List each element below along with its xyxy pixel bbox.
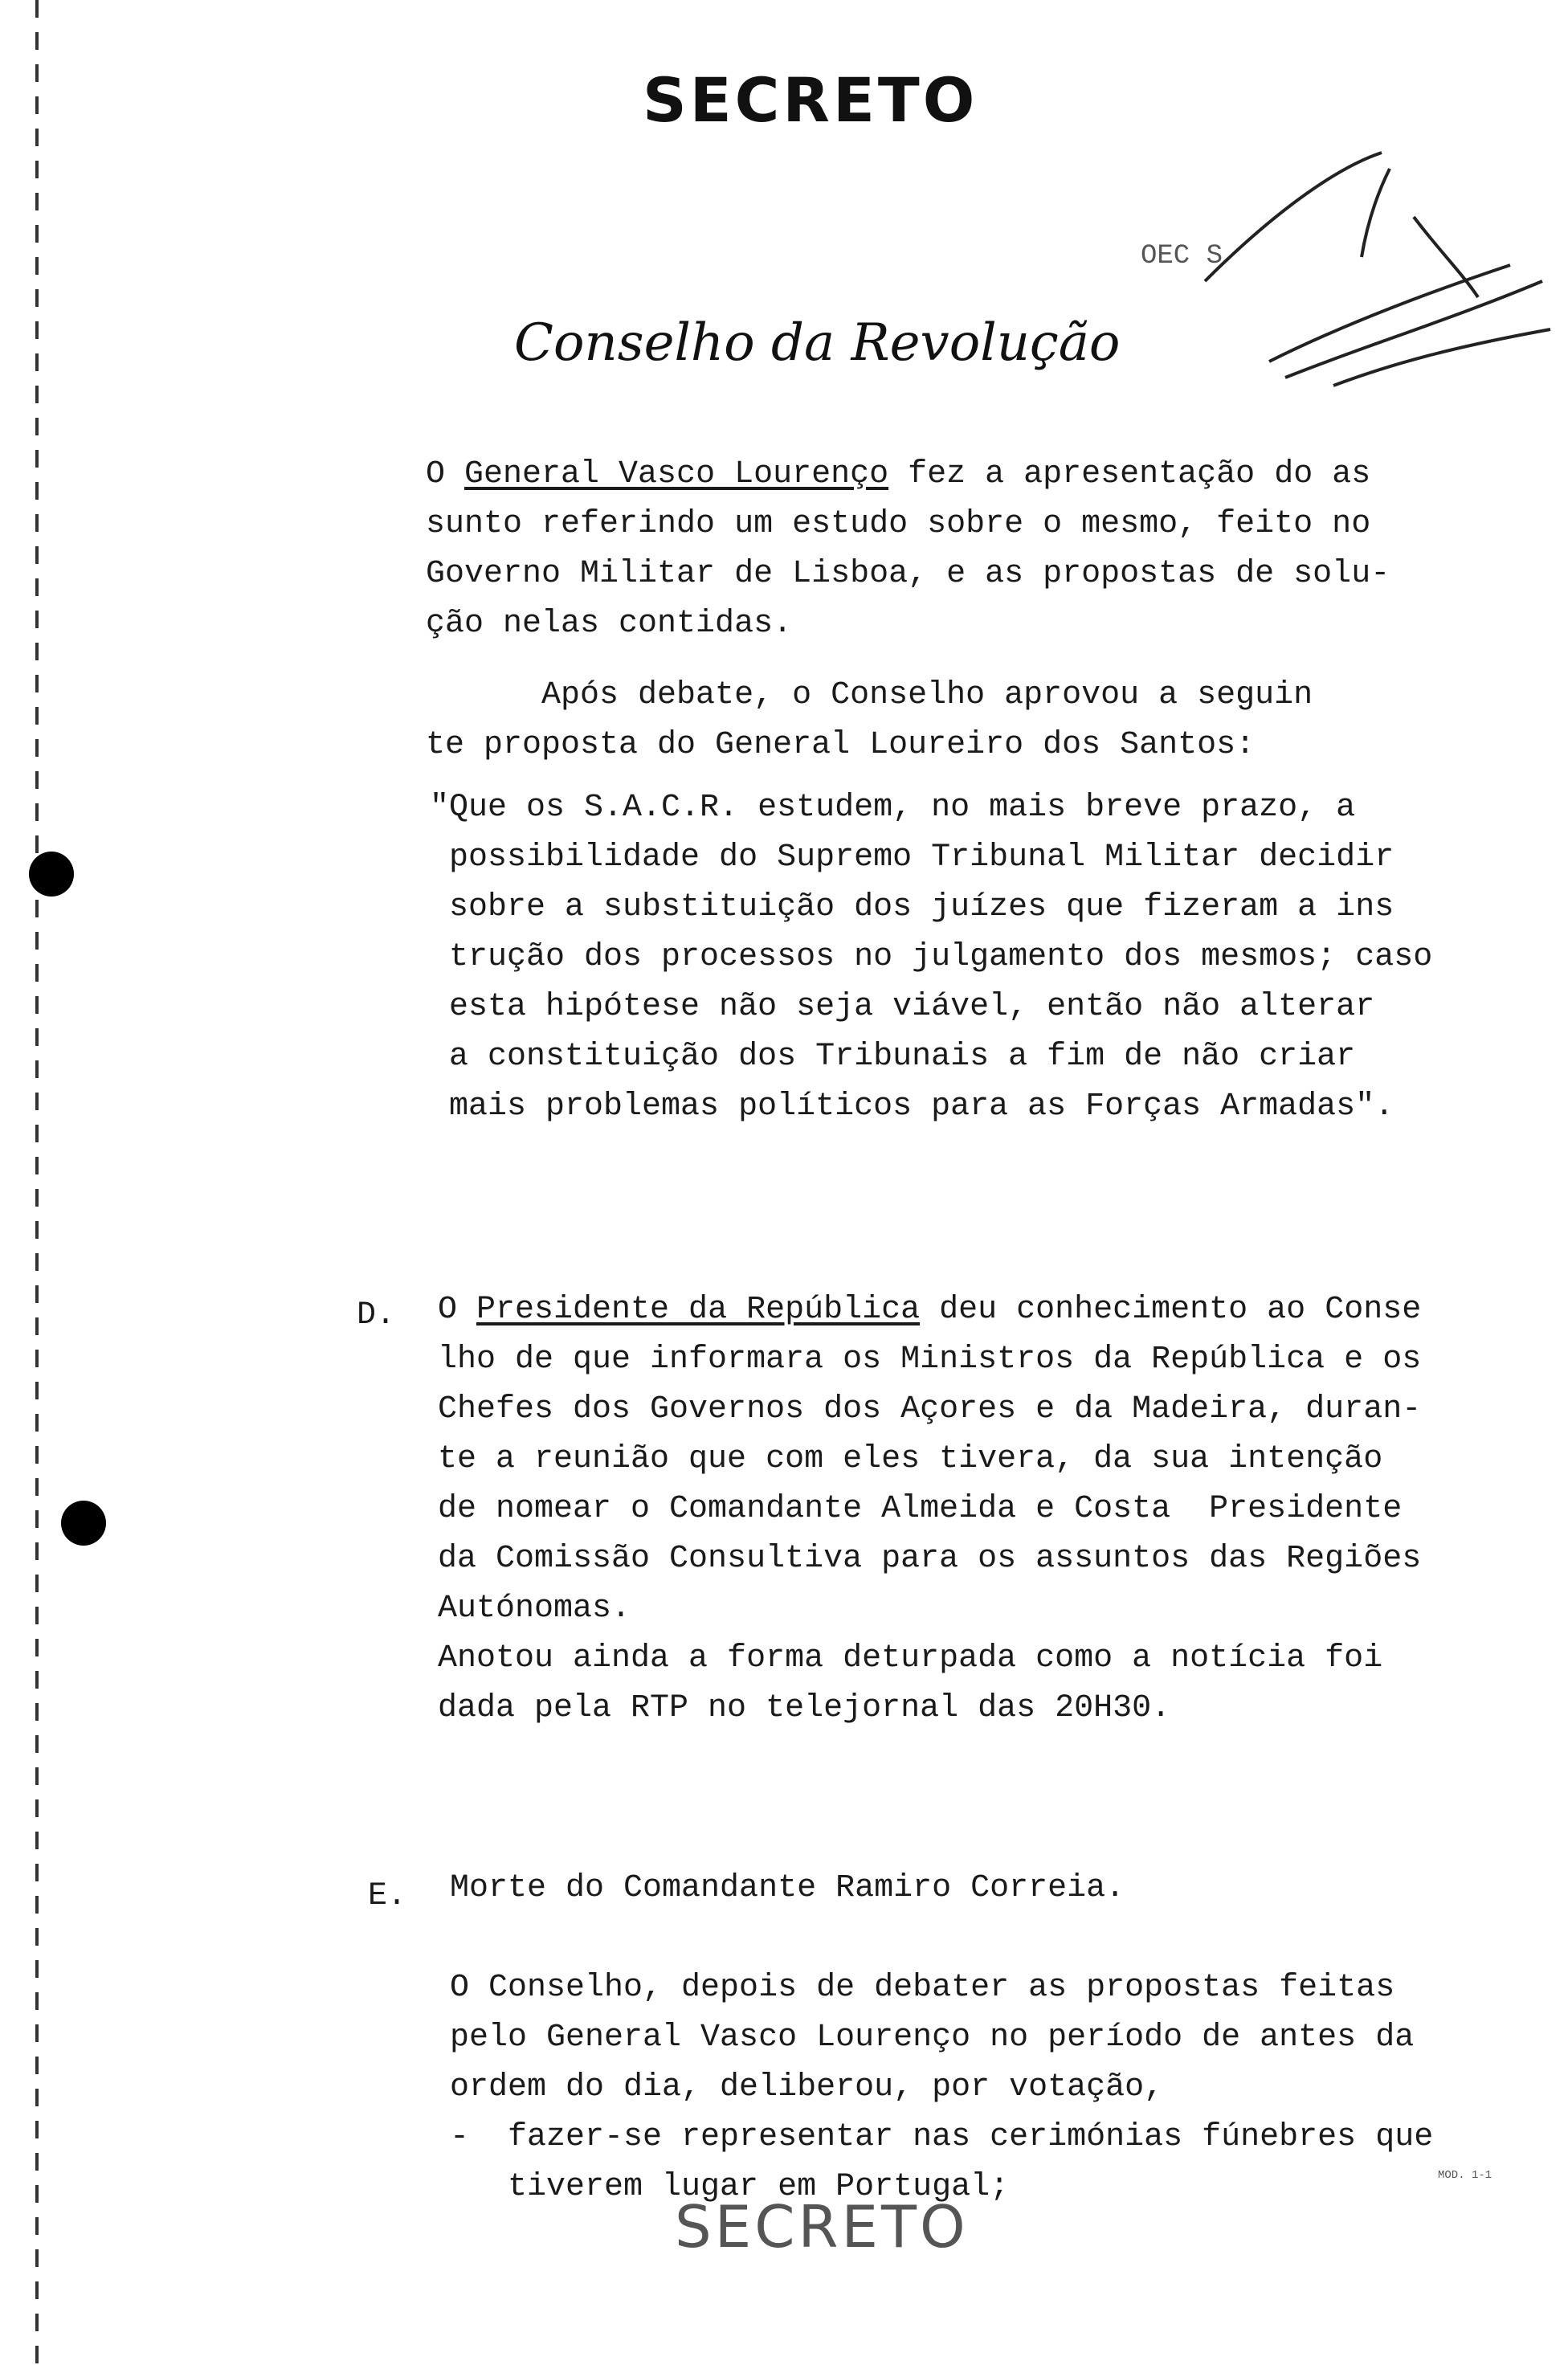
section-marker-e: E. xyxy=(368,1878,407,1914)
footer-code: MOD. 1-1 xyxy=(1438,2169,1492,2182)
paragraph-d: O Presidente da República deu conhecimento ao Conse lho de que informara os Ministros da República e os Chefes dos Governos dos Açores e da Madeira, duran- te a reunião que com eles tivera, da sua intenção de nomear o Comandante Almeida e Costa Presidente da Comissão Consultiva para os assuntos das Regiões Autónomas. Anotou ainda a forma deturpada como a notícia foi dada pela RTP no telejornal das 20H30. xyxy=(438,1292,1422,1726)
letterhead-title: Conselho da Revolução xyxy=(514,313,1121,373)
general-name-underlined: General Vasco Lourenço xyxy=(464,456,889,492)
punch-hole-bottom xyxy=(61,1501,106,1546)
reference-mark: OEC S xyxy=(1141,241,1223,272)
proposal-quote: "Que os S.A.C.R. estudem, no mais breve prazo, a possibilidade do Supremo Tribunal Militar decidir sobre a substituição dos juízes que fizeram a ins trução dos processos no julgamento dos mesmos; caso esta hipótese não seja viável, então não alterar a constituição dos Tribunais a fim de não criar mais problemas políticos para as Forças Armadas". xyxy=(430,790,1433,1125)
classification-stamp-top: SECRETO xyxy=(643,64,978,136)
president-underlined: Presidente da República xyxy=(476,1292,921,1328)
classification-stamp-bottom: SECRETO xyxy=(675,2193,969,2261)
section-marker-d: D. xyxy=(357,1297,396,1334)
handwritten-signature xyxy=(1173,120,1558,410)
paragraph-c-decision: Após debate, o Conselho aprovou a seguin te proposta do General Loureiro dos Santos: xyxy=(426,677,1313,763)
margin-scan-line xyxy=(35,0,39,2365)
paragraph-e: Morte do Comandante Ramiro Correia. O Conselho, depois de debater as propostas feitas pelo General Vasco Lourenço no período de antes da ordem do dia, deliberou, por votação, - fazer-se representar nas cerimónias fúnebres que tiverem lugar em Portugal; xyxy=(450,1870,1434,2205)
paragraph-c: O General Vasco Lourenço fez a apresentação do as sunto referindo um estudo sobre o mesmo, feito no Governo Militar de Lisboa, e as propostas de solu- ção nelas contidas. xyxy=(426,456,1390,642)
punch-hole-top xyxy=(29,852,74,897)
